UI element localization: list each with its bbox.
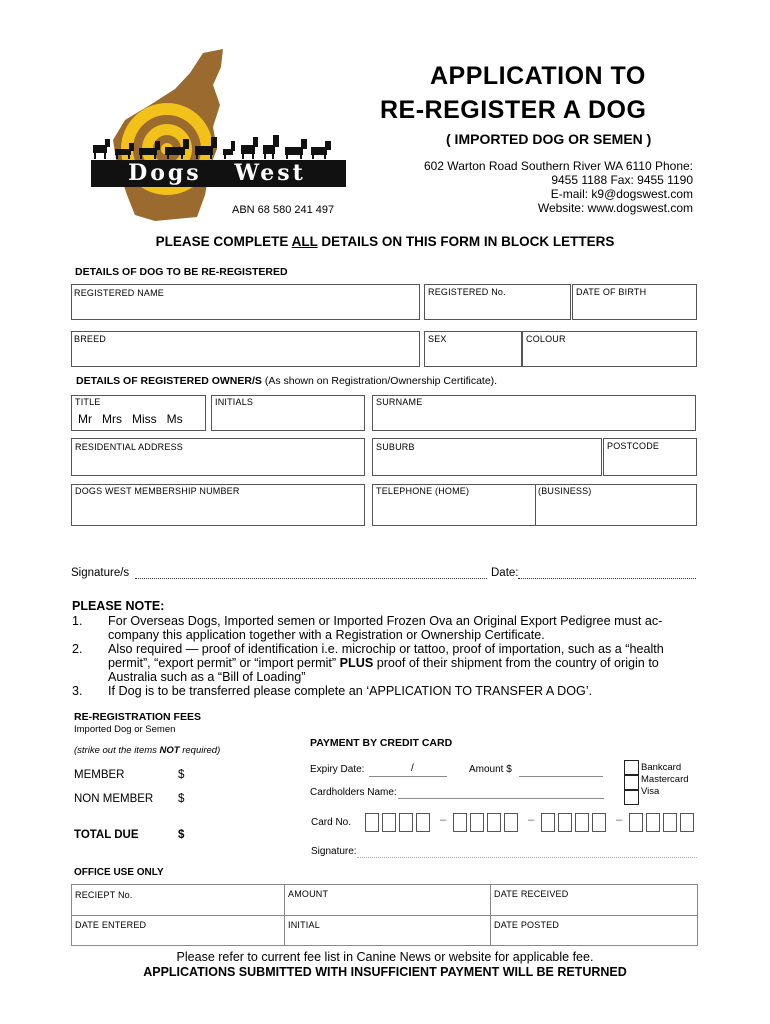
postcode-label: POSTCODE — [607, 441, 660, 451]
suburb-label: SUBURB — [376, 442, 415, 452]
office-table-col-divider-1 — [284, 884, 285, 946]
registered-name-label: REGISTERED NAME — [74, 288, 165, 298]
card-digit-cell[interactable] — [365, 813, 379, 832]
date-line[interactable] — [518, 578, 696, 579]
strike-not: NOT — [159, 745, 180, 756]
non-member-fee-currency: $ — [178, 793, 185, 805]
note-2-line-1: Also required — proof of identification i.e. microchip or tattoo, proof of importation, such as a “health — [108, 642, 664, 656]
title-line-1: APPLICATION TO — [430, 62, 646, 90]
note-2-line-2a: permit”, “export permit” or “import permit” — [108, 656, 340, 670]
non-member-fee-label[interactable]: NON MEMBER — [74, 793, 154, 805]
total-due-currency: $ — [178, 829, 185, 841]
note-2-line-2b: proof of their shipment from the country of origin to — [373, 656, 659, 670]
contact-address: 602 Warton Road Southern River WA 6110 Phone: — [423, 159, 693, 173]
footer-fee-note: Please refer to current fee list in Canine News or website for applicable fee. — [176, 950, 594, 964]
member-fee-label[interactable]: MEMBER — [74, 769, 125, 781]
business-phone-label: (BUSINESS) — [538, 486, 592, 496]
owner-heading-rest: (As shown on Registration/Ownership Certificate). — [261, 375, 498, 387]
card-digit-cell[interactable] — [575, 813, 589, 832]
instruction-line — [0, 234, 770, 249]
notes-heading: PLEASE NOTE: — [72, 599, 165, 613]
title-label: TITLE — [75, 397, 101, 407]
date-posted-label: DATE POSTED — [494, 920, 560, 930]
total-due-label: TOTAL DUE — [74, 829, 139, 841]
payment-signature-label: Signature: — [311, 846, 357, 857]
sex-label: SEX — [428, 334, 447, 344]
instruction-after: DETAILS ON THIS FORM IN BLOCK LETTERS — [317, 234, 615, 249]
registered-no-label: REGISTERED No. — [428, 287, 506, 297]
note-2-line-2 — [108, 656, 659, 670]
membership-number-label: DOGS WEST MEMBERSHIP NUMBER — [75, 486, 240, 496]
card-digit-cell[interactable] — [629, 813, 643, 832]
signature-label: Signature/s — [71, 567, 130, 579]
title-options[interactable]: Mr Mrs Miss Ms — [78, 412, 183, 426]
visa-label: Visa — [641, 786, 660, 797]
title-line-2: RE-REGISTER A DOG — [380, 96, 647, 124]
colour-label: COLOUR — [526, 334, 566, 344]
date-label: Date: — [491, 567, 519, 579]
expiry-line[interactable] — [369, 776, 447, 777]
strike-b: required) — [179, 745, 221, 756]
amount-label: Amount $ — [469, 764, 512, 775]
breed-field[interactable] — [71, 331, 420, 367]
contact-email: E-mail: k9@dogswest.com — [550, 187, 693, 201]
contact-phone-fax: 9455 1188 Fax: 9455 1190 — [551, 173, 693, 187]
initial-label: INITIAL — [288, 920, 320, 930]
abn: ABN 68 580 241 497 — [232, 204, 335, 216]
card-digit-cell[interactable] — [382, 813, 396, 832]
cardholders-label: Cardholders Name: — [310, 787, 397, 798]
note-3-line-1: If Dog is to be transferred please complete an ‘APPLICATION TO TRANSFER A DOG’. — [108, 684, 593, 698]
card-dash-3: – — [616, 814, 623, 826]
office-table-col-divider-2 — [490, 884, 491, 946]
subtitle: ( IMPORTED DOG OR SEMEN ) — [446, 131, 652, 147]
visa-checkbox[interactable] — [624, 790, 639, 805]
card-digit-cell[interactable] — [416, 813, 430, 832]
office-table-row-divider — [71, 915, 698, 916]
amount-line[interactable] — [519, 776, 603, 777]
note-1-line-1: For Overseas Dogs, Imported semen or Imported Frozen Ova an Original Export Pedigree must ac- — [108, 614, 663, 628]
initials-label: INITIALS — [215, 397, 254, 407]
note-2-plus: PLUS — [339, 656, 374, 670]
owner-heading-bold: DETAILS OF REGISTERED OWNER/S — [76, 375, 262, 387]
member-fee-currency: $ — [178, 769, 185, 781]
breed-label: BREED — [74, 334, 107, 344]
payment-heading: PAYMENT BY CREDIT CARD — [310, 737, 453, 749]
signature-line[interactable] — [135, 578, 487, 579]
cardholders-line[interactable] — [398, 798, 604, 799]
note-2-line-3: Australia such as a “Bill of Loading” — [108, 670, 306, 684]
note-1-number: 1. — [72, 614, 83, 628]
card-digit-cell[interactable] — [541, 813, 555, 832]
card-no-label: Card No. — [311, 817, 352, 828]
date-entered-label: DATE ENTERED — [75, 920, 147, 930]
date-received-label: DATE RECEIVED — [494, 889, 569, 899]
bankcard-checkbox[interactable] — [624, 760, 639, 775]
payment-signature-line[interactable] — [357, 857, 697, 858]
mastercard-label: Mastercard — [641, 774, 689, 785]
telephone-home-label: TELEPHONE (HOME) — [376, 486, 470, 496]
card-digit-cell[interactable] — [663, 813, 677, 832]
owner-section-heading — [76, 375, 497, 387]
mastercard-checkbox[interactable] — [624, 775, 639, 790]
card-digit-cell[interactable] — [680, 813, 694, 832]
card-digit-cell[interactable] — [470, 813, 484, 832]
receipt-no-label: RECIEPT No. — [75, 890, 133, 900]
card-digit-cell[interactable] — [558, 813, 572, 832]
note-3-number: 3. — [72, 684, 83, 698]
date-of-birth-label: DATE OF BIRTH — [576, 287, 647, 297]
expiry-label: Expiry Date: — [310, 764, 365, 775]
card-digit-cell[interactable] — [646, 813, 660, 832]
dog-section-heading: DETAILS OF DOG TO BE RE-REGISTERED — [75, 266, 288, 278]
residential-address-label: RESIDENTIAL ADDRESS — [75, 442, 183, 452]
logo-graphic — [85, 45, 355, 230]
card-digit-cell[interactable] — [592, 813, 606, 832]
bankcard-label: Bankcard — [641, 762, 682, 773]
dogs-west-logo — [85, 45, 355, 230]
logo-text: Dogs West — [128, 160, 306, 186]
expiry-slash: / — [411, 763, 414, 774]
office-heading: OFFICE USE ONLY — [74, 867, 164, 878]
card-dash-1: – — [440, 814, 447, 826]
instruction-before: PLEASE COMPLETE — [155, 234, 292, 249]
footer-warning: APPLICATIONS SUBMITTED WITH INSUFFICIENT PAYMENT WILL BE RETURNED — [143, 965, 627, 979]
note-1-line-2: company this application together with a Registration or Ownership Certificate. — [108, 628, 545, 642]
office-amount-label: AMOUNT — [288, 889, 329, 899]
note-2-number: 2. — [72, 642, 83, 656]
strike-a: (strike out the items — [74, 745, 160, 756]
fees-strike-instruction — [74, 745, 220, 756]
instruction-all: ALL — [291, 234, 318, 249]
surname-label: SURNAME — [376, 397, 423, 407]
card-digit-cell[interactable] — [399, 813, 413, 832]
fees-subheading: Imported Dog or Semen — [74, 724, 176, 735]
fees-heading: RE-REGISTRATION FEES — [74, 711, 201, 723]
card-digit-cell[interactable] — [453, 813, 467, 832]
card-dash-2: – — [528, 814, 535, 826]
contact-website: Website: www.dogswest.com — [537, 201, 693, 215]
card-digit-cell[interactable] — [487, 813, 501, 832]
card-digit-cell[interactable] — [504, 813, 518, 832]
